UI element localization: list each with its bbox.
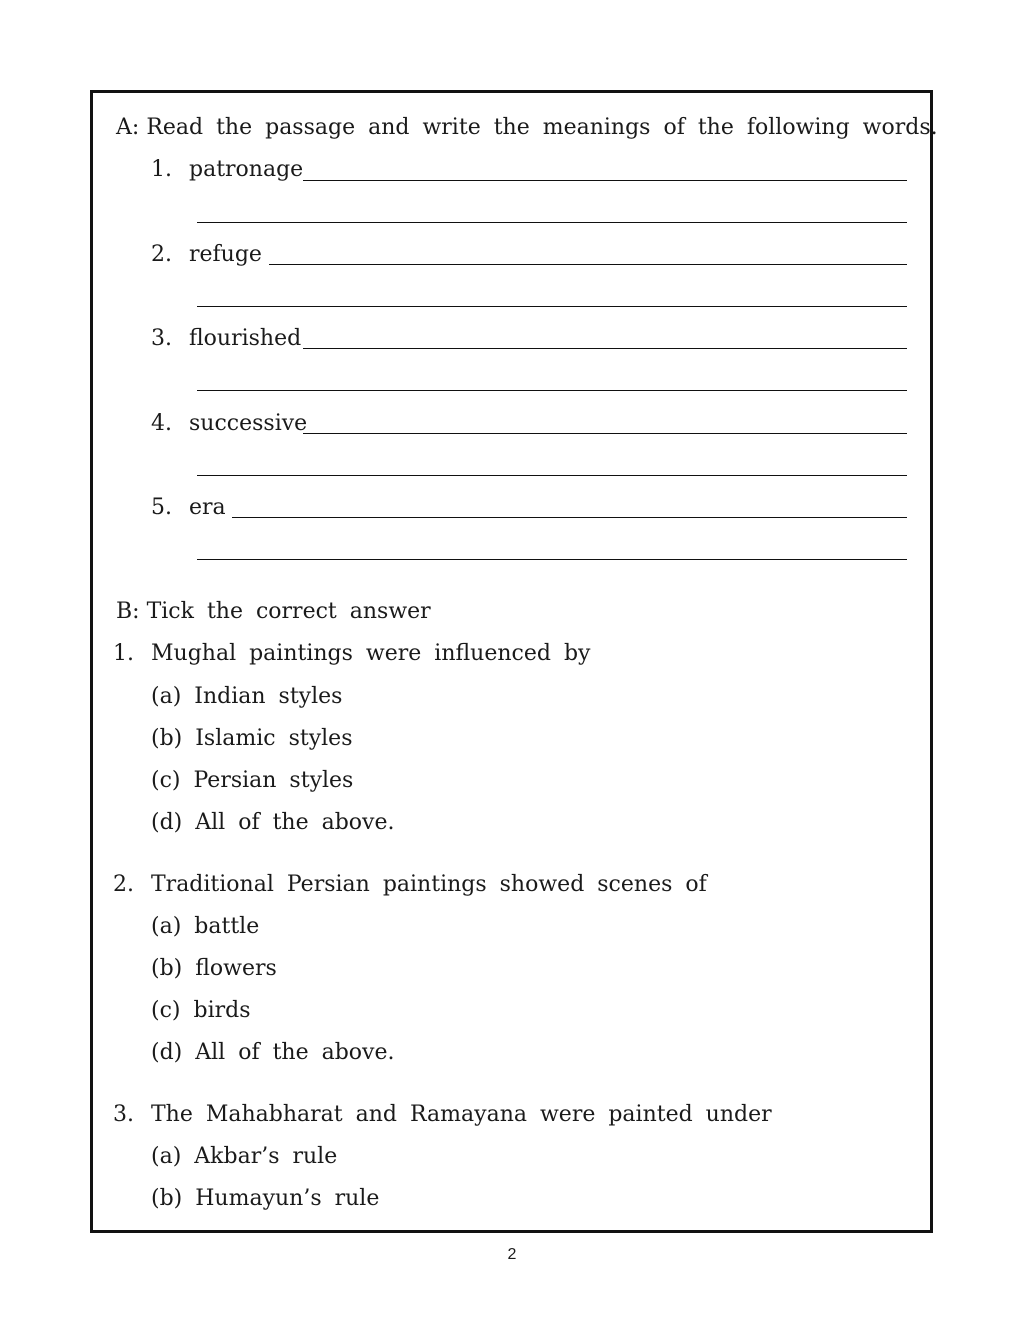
answer-line[interactable]	[303, 348, 907, 349]
answer-line[interactable]	[197, 306, 907, 307]
vocab-word: successive	[189, 411, 308, 436]
vocab-word: era	[189, 495, 226, 520]
question-number: 1.	[113, 641, 134, 666]
answer-line[interactable]	[197, 222, 907, 223]
question-number: 2.	[113, 872, 134, 897]
answer-line[interactable]	[197, 390, 907, 391]
vocab-word: flourished	[189, 326, 302, 351]
answer-line[interactable]	[269, 264, 907, 265]
answer-option[interactable]: (d) All of the above.	[151, 810, 395, 835]
answer-line[interactable]	[303, 433, 907, 434]
question-text: The Mahabharat and Ramayana were painted under	[151, 1102, 772, 1127]
vocab-item-number: 4.	[151, 411, 172, 436]
vocab-item-number: 1.	[151, 157, 172, 182]
section-b-label: B:	[116, 599, 140, 624]
answer-line[interactable]	[197, 559, 907, 560]
answer-option[interactable]: (b) Humayun’s rule	[151, 1186, 380, 1211]
answer-option[interactable]: (a) Indian styles	[151, 684, 343, 709]
section-b-heading	[116, 599, 431, 625]
question-text: Traditional Persian paintings showed scenes of	[151, 872, 707, 897]
answer-line[interactable]	[197, 475, 907, 476]
answer-option[interactable]: (b) flowers	[151, 956, 277, 981]
section-a-heading	[116, 115, 938, 141]
question-number: 3.	[113, 1102, 134, 1127]
answer-option[interactable]: (a) battle	[151, 914, 260, 939]
section-b-instruction: Tick the correct answer	[146, 599, 431, 624]
vocab-word: patronage	[189, 157, 304, 182]
answer-option[interactable]: (a) Akbar’s rule	[151, 1144, 338, 1169]
answer-line[interactable]	[303, 180, 907, 181]
vocab-word: refuge	[189, 242, 262, 267]
section-a-label: A:	[116, 115, 140, 140]
vocab-item-number: 5.	[151, 495, 172, 520]
section-a-instruction: Read the passage and write the meanings of the following words.	[146, 115, 938, 140]
answer-option[interactable]: (d) All of the above.	[151, 1040, 395, 1065]
answer-line[interactable]	[232, 517, 907, 518]
question-text: Mughal paintings were influenced by	[151, 641, 591, 666]
answer-option[interactable]: (c) Persian styles	[151, 768, 354, 793]
answer-option[interactable]: (b) Islamic styles	[151, 726, 353, 751]
page-number: 2	[507, 1246, 517, 1263]
vocab-item-number: 3.	[151, 326, 172, 351]
vocab-item-number: 2.	[151, 242, 172, 267]
answer-option[interactable]: (c) birds	[151, 998, 251, 1023]
